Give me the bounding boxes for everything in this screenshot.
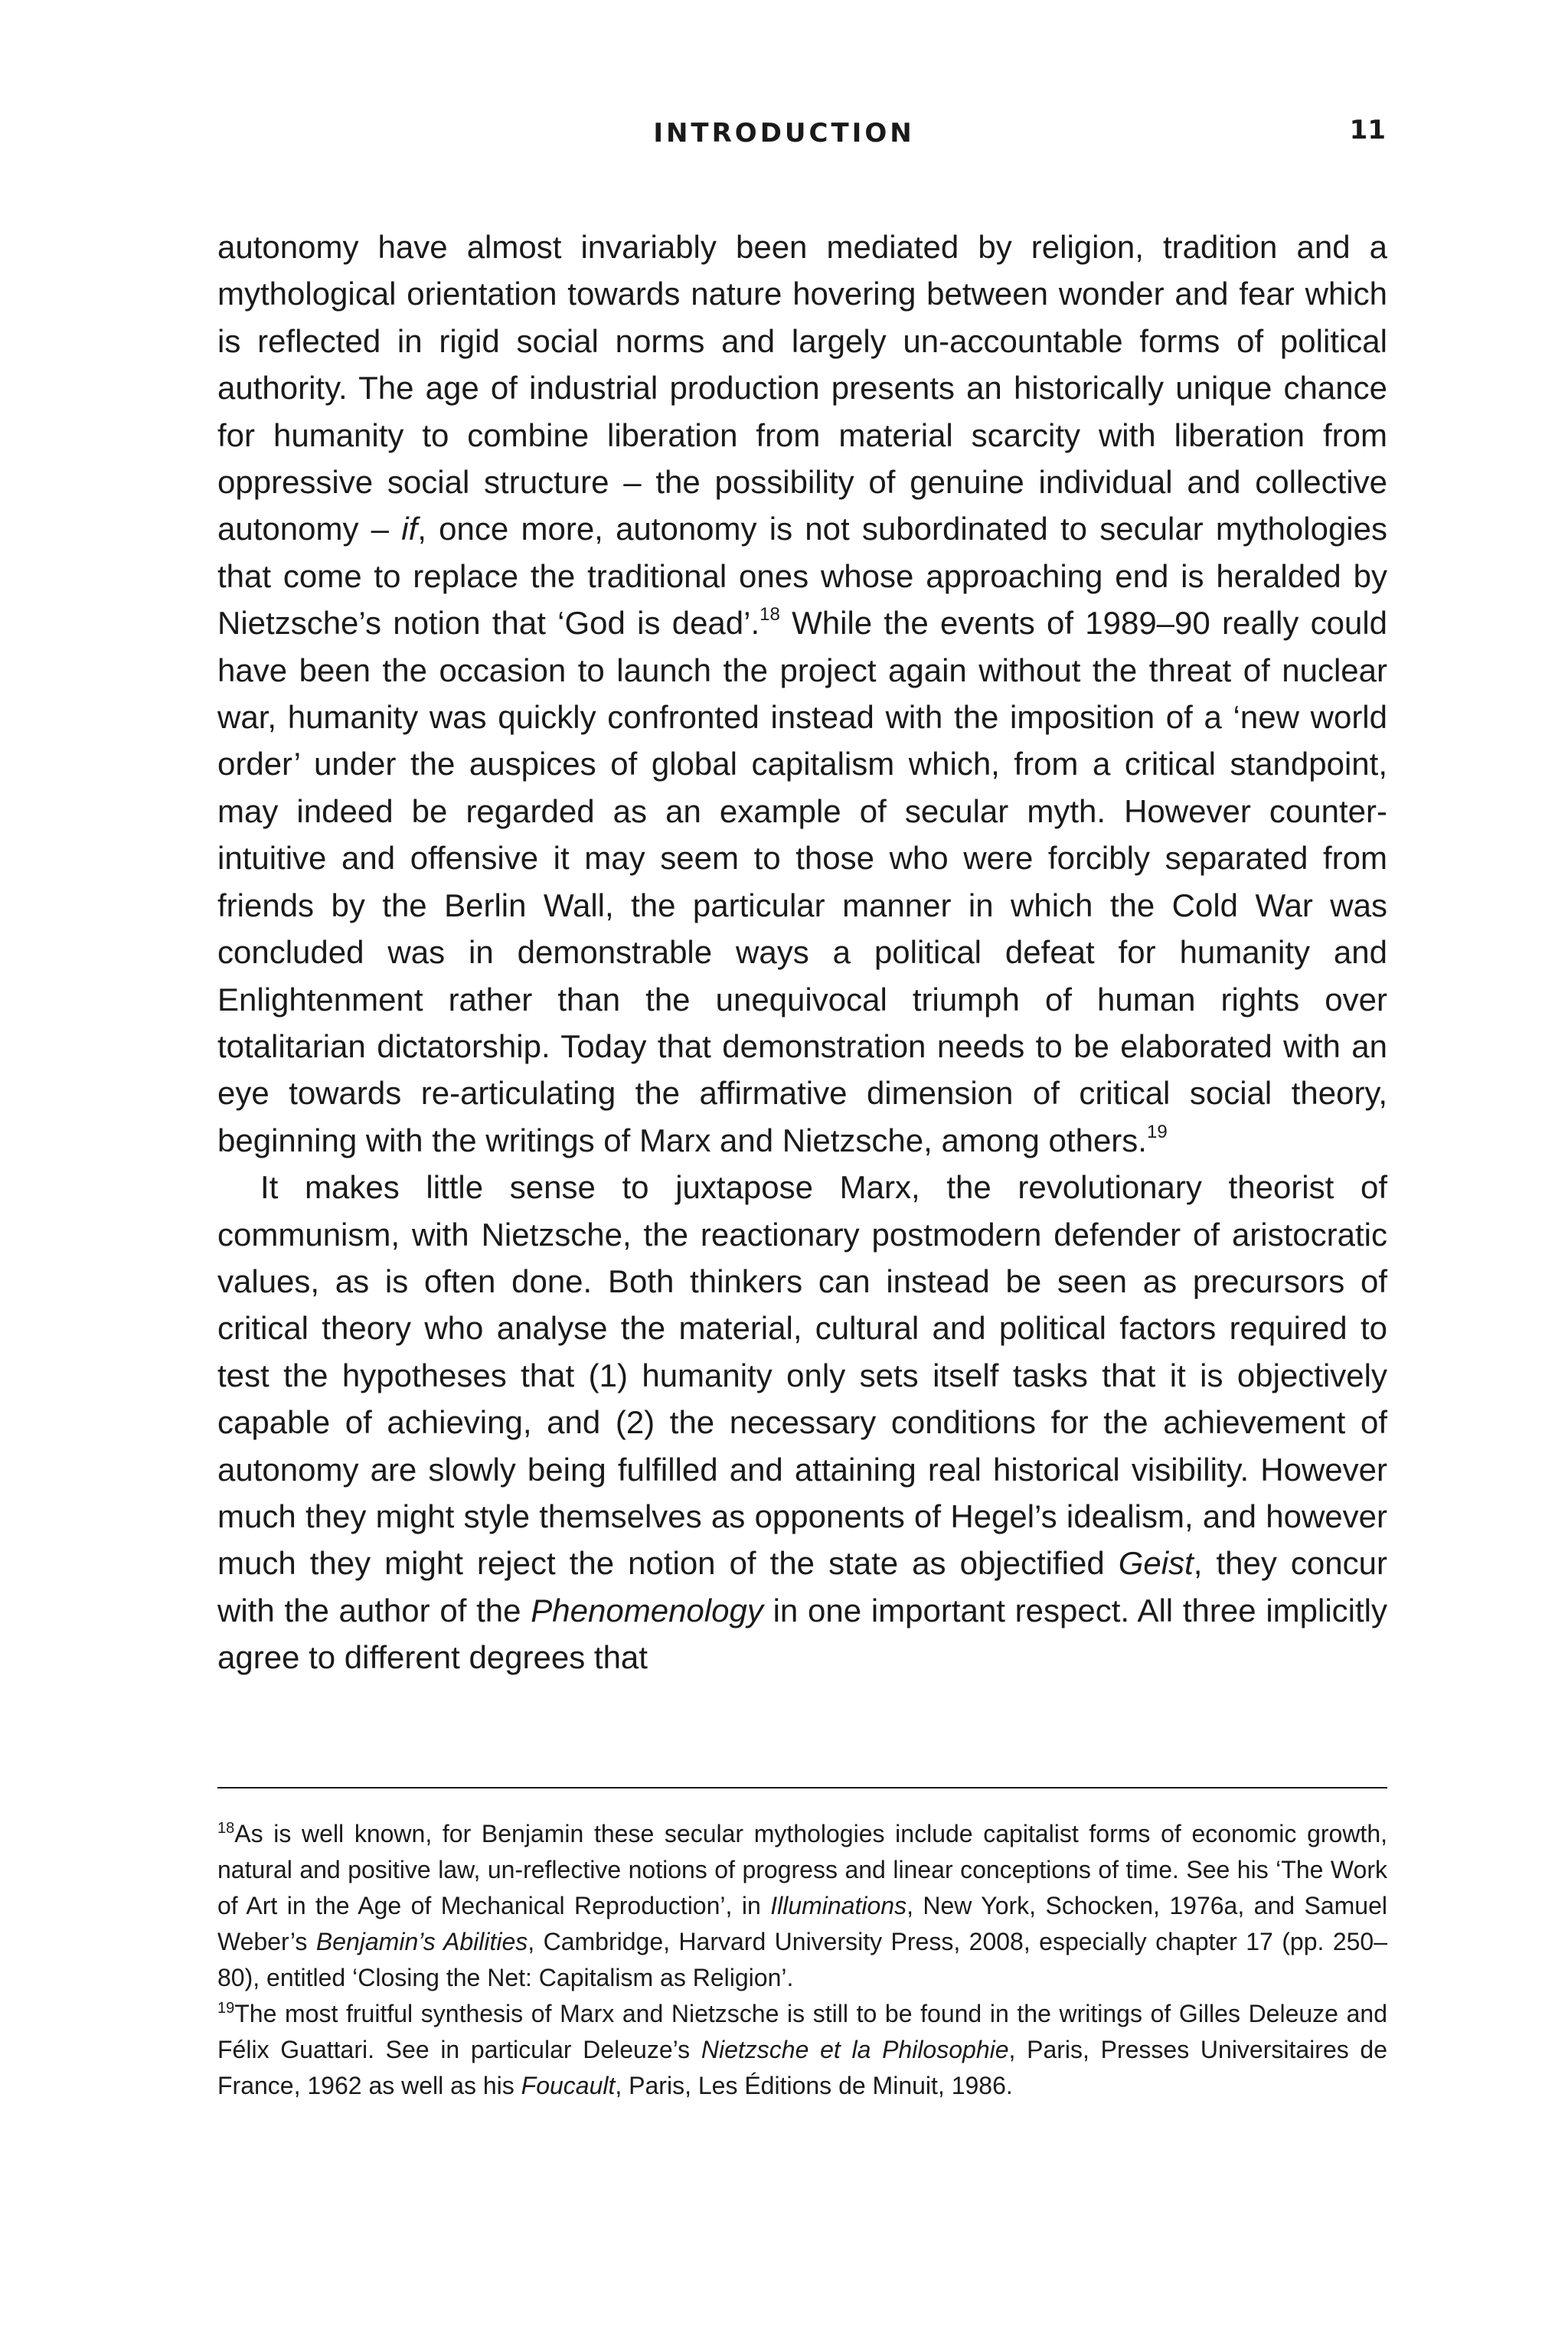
paragraph-1-text-b: , once more, autonomy is not subordinated to secular mythologies that come to replace the traditional ones whose approaching end is heralded by Nietzsche’s notion that ‘God is dead’.: [217, 511, 1388, 642]
footnote-19: [217, 1996, 1387, 2104]
paragraph-2: [217, 1164, 1387, 1681]
body-text: [217, 224, 1387, 1681]
footnote-18-text-a: As is well known, for Benjamin these secular mythologies include capitalist forms of economic growth, natural and positive law, un-reflective notions of progress and linear conceptions of time. See his ‘The Work of Art in the Age of Mechanical Reproduction’, in: [217, 1820, 1387, 1919]
running-title: INTRODUCTION: [653, 118, 915, 149]
paragraph-2-italic-geist: Geist: [1118, 1545, 1194, 1582]
paragraph-1: [217, 224, 1387, 1164]
footnote-19-text-a: The most fruitful synthesis of Marx and Nietzsche is still to be found in the writings of Gilles Deleuze and Félix Guattari. See in particular Deleuze’s: [217, 2000, 1387, 2063]
paragraph-2-text-b: , they concur with the author of the: [217, 1545, 1387, 1628]
paragraph-2-italic-phenomenology: Phenomenology: [531, 1592, 763, 1628]
footnote-19-text-b: , Paris, Presses Universitaires de France, 1962 as well as his: [217, 2036, 1388, 2099]
running-header: [0, 115, 1568, 161]
paragraph-1-italic-if: if: [401, 511, 418, 547]
footnote-19-italic-foucault: Foucault: [521, 2072, 616, 2099]
footnote-divider: [217, 1787, 1387, 1788]
footnotes: [217, 1816, 1387, 2104]
page-number: 11: [1349, 115, 1386, 145]
footnote-18: [217, 1816, 1387, 1996]
paragraph-1-text-a: autonomy have almost invariably been mediated by religion, tradition and a mythological orientation towards nature hovering between wonder and fear which is reflected in rigid social norms and largely un-accountable forms of political authority. The age of industrial production presents an historically unique chance for humanity to combine liberation from material scarcity with liberation from oppressive social structure – the possibility of genuine individual and collective autonomy –: [217, 229, 1387, 547]
paragraph-1-text-c: While the events of 1989–90 really could have been the occasion to launch the project again without the threat of nuclear war, humanity was quickly confronted instead with the imposition of a ‘new world order’ under the auspices of global capitalism which, from a critical standpoint, may indeed be regarded as an example of secular myth. However counter-intuitive and offensive it may seem to those who were forcibly separated from friends by the Berlin Wall, the particular manner in which the Cold War was concluded was in demonstrable ways a political defeat for humanity and Enlightenment rather than the unequivocal triumph of human rights over totalitarian dictatorship. Today that demonstration needs to be elaborated with an eye towards re-articulating the affirmative dimension of critical social theory, beginning with the writings of Marx and Nietzsche, among others.: [217, 605, 1388, 1158]
footnote-19-text-c: , Paris, Les Éditions de Minuit, 1986.: [615, 2072, 1013, 2099]
footnote-ref-19: 19: [1146, 1121, 1168, 1142]
footnote-18-text-c: , Cambridge, Harvard University Press, 2008, especially chapter 17 (pp. 250–80), entitled ‘Closing the Net: Capitalism as Religion’.: [217, 1928, 1388, 1991]
footnote-18-italic-benjamins-abilities: Benjamin’s Abilities: [315, 1928, 528, 1955]
paragraph-2-text-a: It makes little sense to juxtapose Marx, the revolutionary theorist of communism, with Nietzsche, the reactionary postmodern defender of aristocratic values, as is often done. Both thinkers can instead be seen as precursors of critical theory who analyse the material, cultural and political factors required to test the hypotheses that (1) humanity only sets itself tasks that it is objectively capable of achieving, and (2) the necessary conditions for the achievement of autonomy are slowly being fulfilled and attaining real historical visibility. However much they might style themselves as opponents of Hegel’s idealism, and however much they might reject the notion of the state as objectified: [217, 1169, 1387, 1582]
footnote-19-italic-nietzsche-et-la-philosophie: Nietzsche et la Philosophie: [701, 2036, 1009, 2063]
footnote-18-mark: 18: [217, 1820, 235, 1837]
footnote-18-italic-illuminations: Illuminations: [770, 1892, 907, 1919]
footnote-ref-18: 18: [760, 604, 780, 626]
footnote-19-mark: 19: [217, 2000, 235, 2017]
paragraph-2-text-c: in one important respect. All three implicitly agree to different degrees that: [217, 1592, 1388, 1676]
footnote-18-text-b: , New York, Schocken, 1976a, and Samuel Weber’s: [217, 1892, 1388, 1955]
